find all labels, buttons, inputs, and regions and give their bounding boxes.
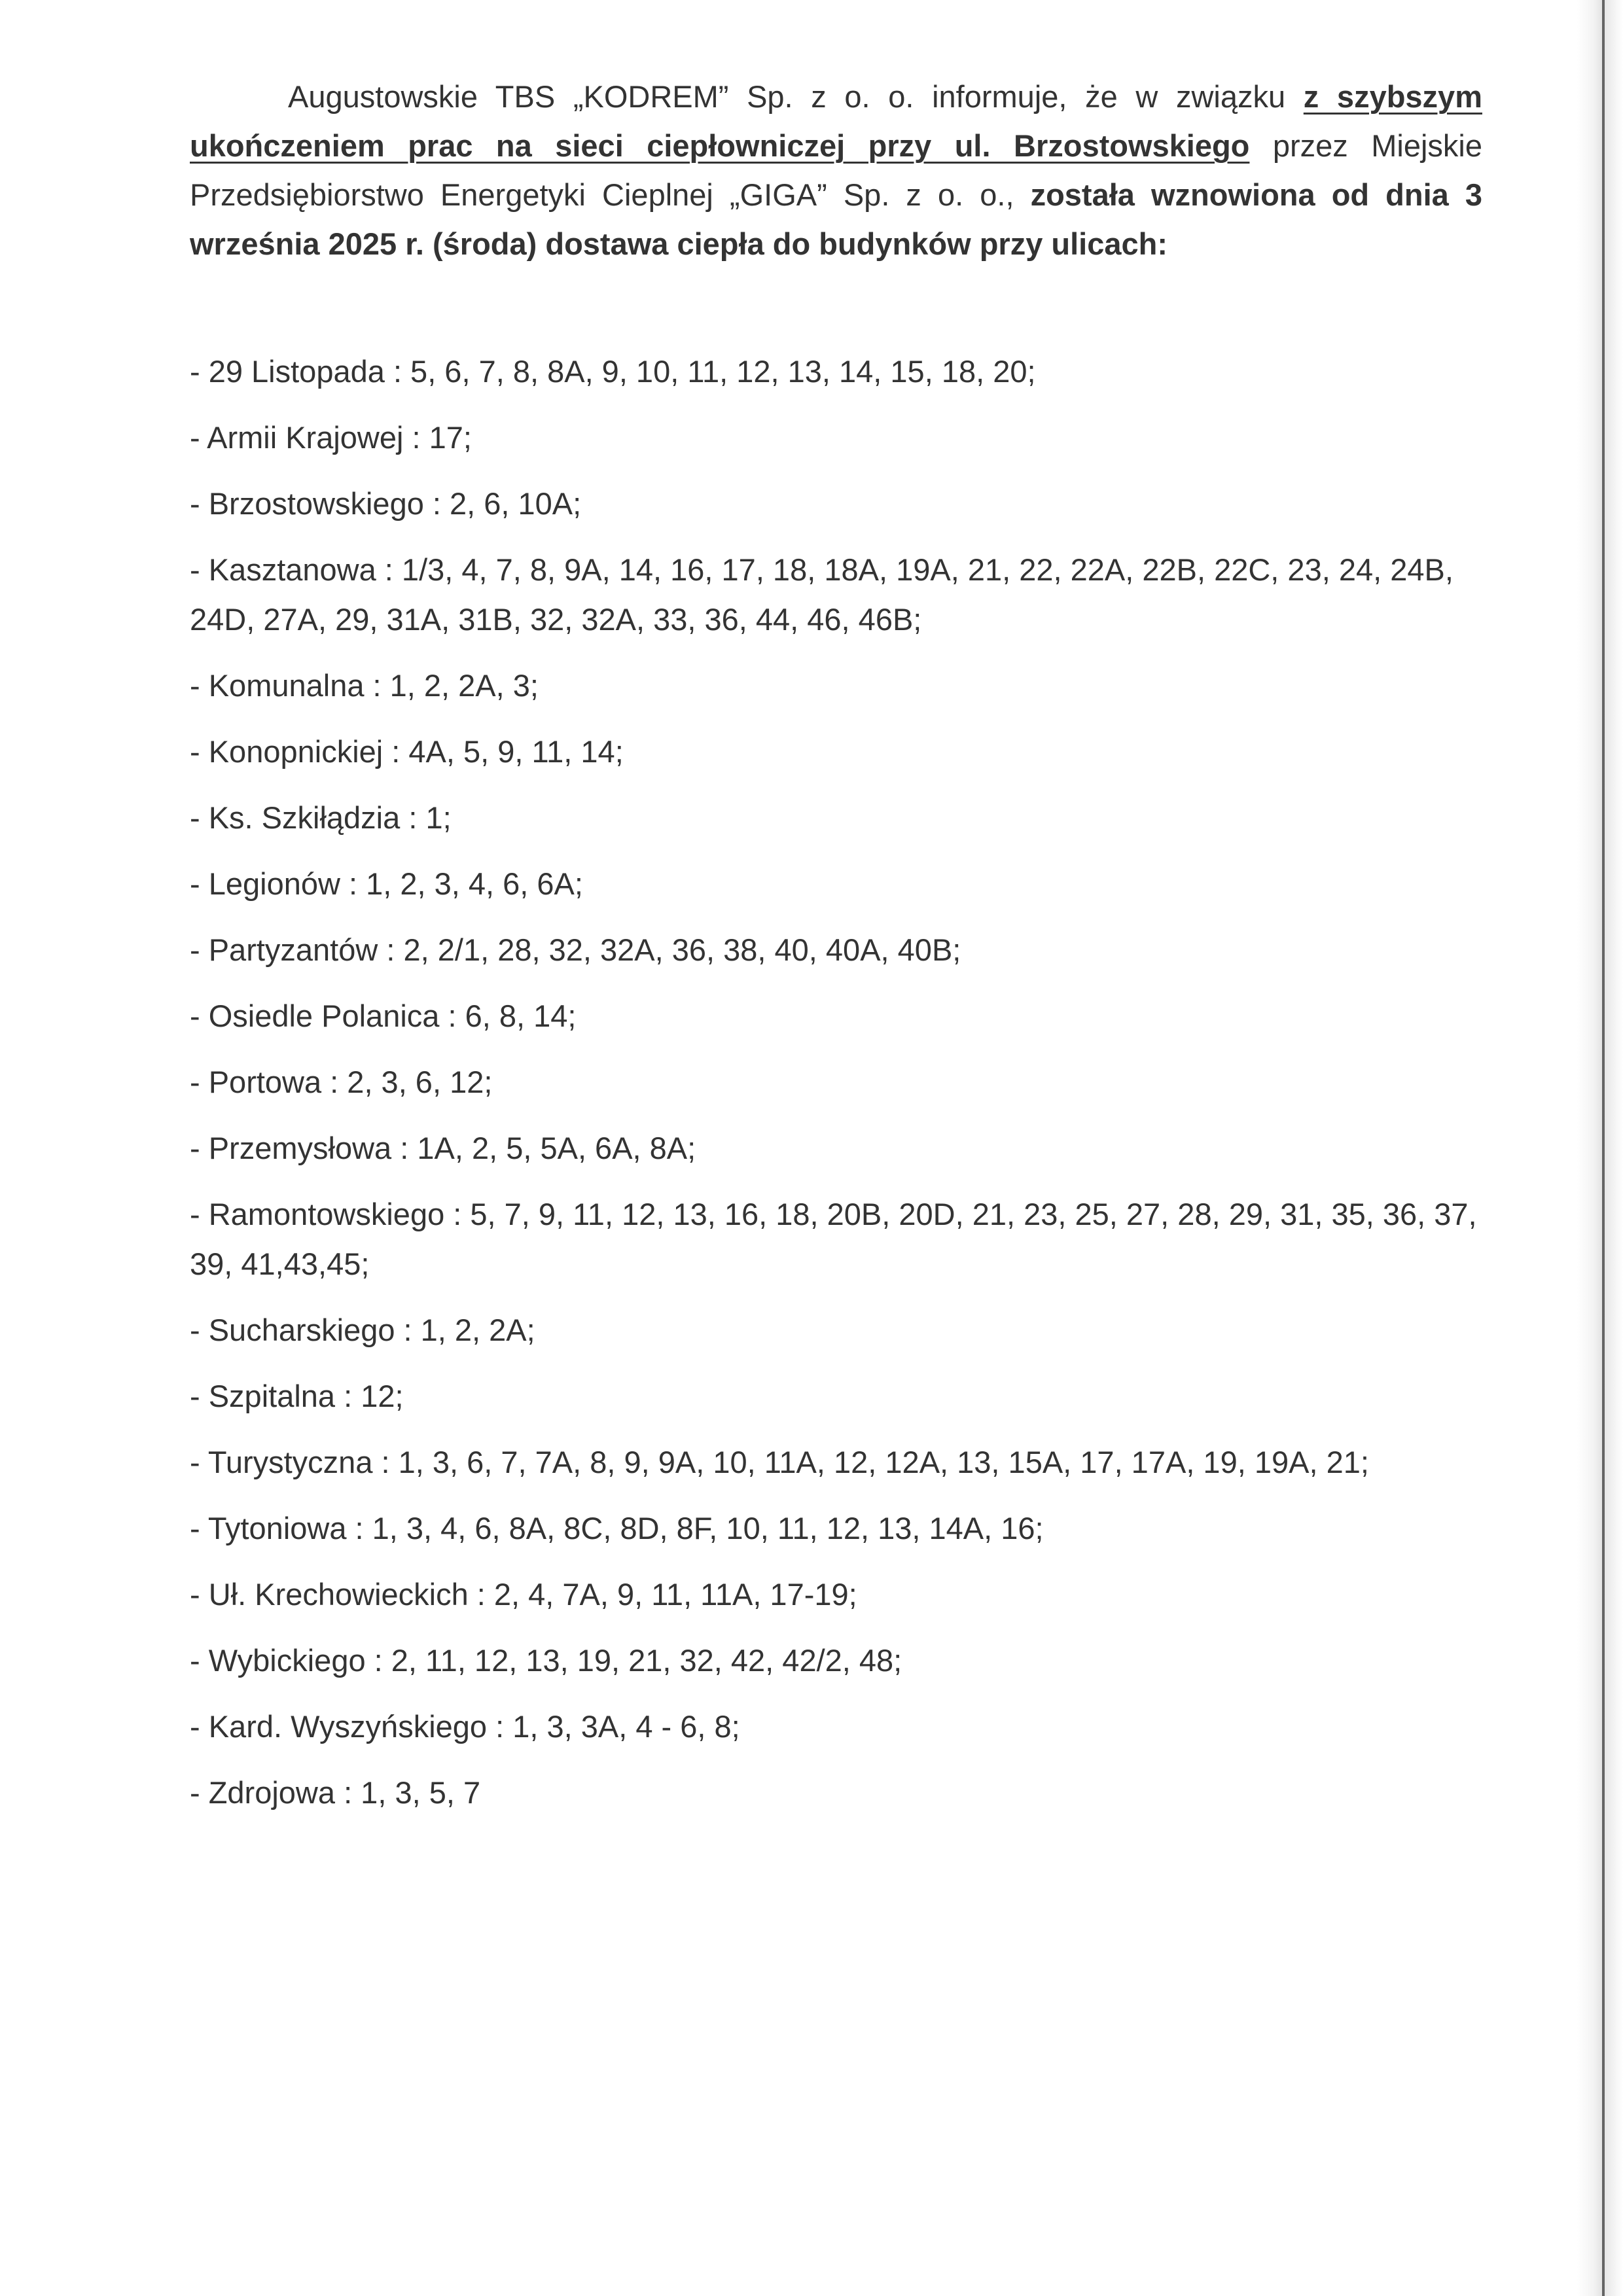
scan-edge-shadow [1577,0,1623,2296]
intro-text-plain: Augustowskie TBS „KODREM” Sp. z o. o. informuje, że w związku [288,79,1304,114]
street-item-sucharskiego: - Sucharskiego : 1, 2, 2A; [190,1313,535,1347]
street-item-29-listopada: - 29 Listopada : 5, 6, 7, 8, 8A, 9, 10, 11, 12, 13, 14, 15, 18, 20; [190,354,1036,389]
intro-text-plain-2: przez Miejskie Przedsiębiorstwo Energetyki Cieplnej „GIGA” Sp. z o. o., [190,128,1482,212]
street-item-ramontowskiego: - Ramontowskiego : 5, 7, 9, 11, 12, 13, 16, 18, 20B, 20D, 21, 23, 25, 27, 28, 29, 31, 35, 36, 37, 39, 41,43,45; [190,1197,1477,1281]
street-item-brzostowskiego: - Brzostowskiego : 2, 6, 10A; [190,486,582,521]
scan-edge-line [1602,0,1605,2296]
street-item-turystyczna: - Turystyczna : 1, 3, 6, 7, 7A, 8, 9, 9A, 10, 11A, 12, 12A, 13, 15A, 17, 17A, 19, 19A, 21; [190,1445,1369,1479]
street-item-komunalna: - Komunalna : 1, 2, 2A, 3; [190,668,539,703]
street-item-przemyslowa: - Przemysłowa : 1A, 2, 5, 5A, 6A, 8A; [190,1131,696,1165]
street-item-konopnickiej: - Konopnickiej : 4A, 5, 9, 11, 14; [190,734,624,769]
intro-text-bold: została wznowiona od dnia 3 września 2025 r. (środa) dostawa ciepła do budynków przy ulicach: [190,177,1482,261]
street-item-kard-wyszynskiego: - Kard. Wyszyńskiego : 1, 3, 3A, 4 - 6, 8; [190,1709,740,1744]
street-item-partyzantow: - Partyzantów : 2, 2/1, 28, 32, 32A, 36, 38, 40, 40A, 40B; [190,932,961,967]
street-item-zdrojowa: - Zdrojowa : 1, 3, 5, 7 [190,1775,481,1810]
street-item-ul-krechowieckich: - Uł. Krechowieckich : 2, 4, 7A, 9, 11, 11A, 17-19; [190,1577,857,1612]
street-item-wybickiego: - Wybickiego : 2, 11, 12, 13, 19, 21, 32, 42, 42/2, 48; [190,1643,902,1678]
street-item-legionow: - Legionów : 1, 2, 3, 4, 6, 6A; [190,866,583,901]
street-item-tytoniowa: - Tytoniowa : 1, 3, 4, 6, 8A, 8C, 8D, 8F, 10, 11, 12, 13, 14A, 16; [190,1511,1044,1545]
notice-intro-paragraph [190,72,1482,268]
street-item-portowa: - Portowa : 2, 3, 6, 12; [190,1065,493,1099]
intro-text-underlined: z szybszym ukończeniem prac na sieci ciepłowniczej przy ul. Brzostowskiego [190,79,1482,163]
street-item-osiedle-polanica: - Osiedle Polanica : 6, 8, 14; [190,998,577,1033]
street-item-szpitalna: - Szpitalna : 12; [190,1379,404,1413]
street-list [190,347,1482,1818]
street-item-ks-szkiladzia: - Ks. Szkiłądzia : 1; [190,800,452,835]
street-item-kasztanowa: - Kasztanowa : 1/3, 4, 7, 8, 9A, 14, 16, 17, 18, 18A, 19A, 21, 22, 22A, 22B, 22C, 23, 24, 24B, 24D, 27A, 29, 31A, 31B, 32, 32A, 33, 36, 44, 46, 46B; [190,552,1454,637]
notice-body [190,72,1482,1834]
street-item-armii-krajowej: - Armii Krajowej : 17; [190,420,472,455]
